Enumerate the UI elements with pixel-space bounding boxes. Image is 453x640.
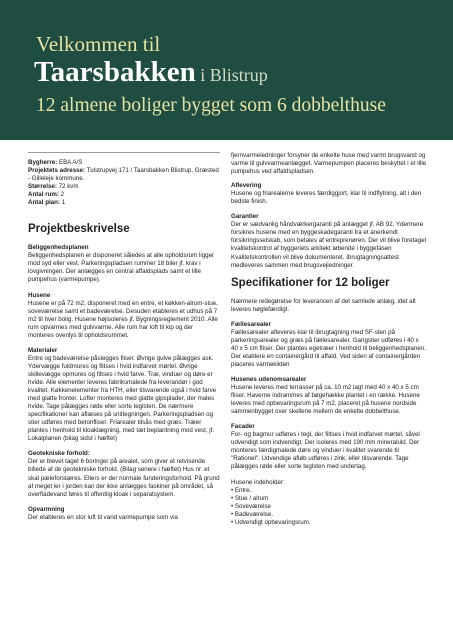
divider <box>28 152 220 153</box>
section-subheading: Beliggenhedsplanen <box>28 244 89 252</box>
left-column <box>28 152 220 529</box>
section-subheading: Garantier <box>231 213 259 221</box>
project-title <box>34 58 268 87</box>
section-heading: Projektbeskrivelse <box>28 223 130 236</box>
section-text: Husene er på 72 m2, disponeret med en entre, et køkken-alrum-stue, soveværelse samt et badeværelse. Desuden etableres et udhus på 7 m2 til hver bolig. Husene højisoleres jf. Bygningsreglement 2010. Alle rum opvarmes med gulvvarme. Alle rum har loft til kip og der monteres ovenlys til opholdsrummet. <box>28 299 218 339</box>
fact-label: Projektets adresse: <box>28 167 86 175</box>
text-section <box>28 450 220 498</box>
fact-value: 2 <box>58 191 65 199</box>
fact-row <box>28 159 220 167</box>
section-text: Der er sædvanlig håndværkergaranti på anlægget jf. AB 92. Ydermere forsikres husene med en byggeskadegaranti fra et anerkendt forsikringsselskab, som betales af entreprenøren. Der vil blive foretaget kvalitetskontrol af byggeriets arkitekt løbende i byggefasen Kvalitetskontrollen vil blive dokumenteret. Ibrugtagningsattest medleveres sammen med brugsvejledninger. <box>231 221 427 269</box>
section-subheading: Opvarmning <box>28 505 65 513</box>
fact-row <box>28 191 220 199</box>
list-item: • Udvendigt opbevaringsrum. <box>231 518 311 526</box>
section-text: Der er blevet taget 6 boringer på arealet, som giver et retvisende billede af de geotekniske forhold. (Bilag senere i hæftet) Hus nr. et skal pæleforstæres. Ellers er der normale funderingsforhold. På grund af meget ler i jorden kan der ikke anlægges faskiner på området, så overfladevand føres til offentlig kloak i separatsystem. <box>28 458 220 498</box>
fact-value: EBA A/S <box>57 159 83 166</box>
fact-value: 72 kvm <box>56 183 79 191</box>
section-subheading: Materialer <box>28 346 58 354</box>
section-subheading: Husenes udenomsarealer <box>231 375 307 383</box>
section-subheading: Fællesarealer <box>231 320 271 328</box>
text-section <box>231 376 427 416</box>
fact-value: 1 <box>59 199 66 207</box>
list-item: • Badeværelse. <box>231 510 274 518</box>
fact-row <box>28 167 220 183</box>
spec-intro: Nærmere redegørelse for leverancen af det samlede anlæg, idet alt leveres nøglefærdigt. <box>231 297 416 313</box>
text-section <box>28 244 220 284</box>
list-item: • Soveværelse <box>231 502 271 510</box>
section-text: Entre og badeværelse påslegges fliser. Øvrige gulve pålægges ask. Ydervægge fuldmures og filtses i hvid indfarvet mørtel. Øvrige skillevægge opmures og filtses i hvid farve. Træ, vinduer og døre er hvide. Alle elementer leveres fabriksmalede fra leverandør i god kvalitet. Køkkenelementer fra HTH, eller tilsvarende også i hvid farve med glatte fronter. Lofter monteres med glatte gipsplader, der males hvide. Tage pålægges røde eller sorte teglsten. De nærmere specifikationer kan aflæses på snittegningen. Parkeringspladsen og stier udføres med betonfliser. Friarealer tilsås med græs. Træer plantes i henhold til kloaklægning, med tæt beplantning mod vest, jf. Lokalplanen (bilag sidst i hæftet) <box>28 354 217 443</box>
list-item: • Stue / alrum <box>231 494 269 502</box>
right-column <box>231 152 427 527</box>
fact-row <box>28 199 220 207</box>
section-text: Husene leveres med terrasser på ca. 10 m2 lagt med 40 x 40 x 5 cm fliser. Haverne indrammes af bøgehække plantet i en række. Husene leveres med opbevaringsrum på 7 m2, placeret på husene nordside sammenbygget over skellene mellem de enkelte dobbelthuse. <box>231 384 420 416</box>
project-name: Taarsbakken <box>34 56 196 88</box>
text-section <box>231 321 427 369</box>
fact-value: Tulstrupvej 171 / Taarsbakken Blistrup, Græsted - Gilleleje kommune. <box>28 167 219 183</box>
fact-label: Antal plan: <box>28 199 60 207</box>
text-section <box>28 292 220 340</box>
fact-label: Bygherre: <box>28 159 58 166</box>
text-section <box>28 506 220 522</box>
text-section <box>231 182 427 206</box>
welcome-text: Velkommen til <box>36 32 161 56</box>
section-subheading: Aflevering <box>231 182 262 190</box>
section-subheading: Husene <box>28 291 51 299</box>
list-item: • Entre. <box>231 486 252 494</box>
title-banner <box>0 0 453 140</box>
rooms-list <box>231 487 427 527</box>
fact-label: Antal rum: <box>28 191 59 199</box>
text-section <box>28 347 220 444</box>
section-subheading: Geotekniske forhold: <box>28 450 90 458</box>
section-text: Der etableres en stor luft til vand varmepumpe som via <box>28 513 178 521</box>
section-text: Beliggenhedsplanen er disponeret således at alle opholdsrum ligger mod syd eller vest. Parkeringspladsen rummer 18 biler jf. krav i lovgivningen. Der anlægges en central affaldsplads samt et lille pumpehus (varmepumpe). <box>28 252 215 284</box>
text-section <box>231 213 427 269</box>
continued-text: fjernvarmeledninger forsyner de enkelte huse med varmt brugsvand og varme til gulvvarmeanlægget. Varmepumpen placeres beskyttet i et lille pumpehus ved affaldspladsen. <box>231 152 427 176</box>
section-text: For- og bagmur udføres i tegl, der filtses i hvid indfarvet mørtel, såvel udvendigt som indvendigt. Der isoleres med 190 mm mineraluld. Der monteres færdigmalede døre og vinduer i kvalitet svarende til "Rationel". Udvendige afløb udføres i zink, eller tilsvarende. Tage pålægges røde eller sorte teglsten med undertag. <box>231 431 420 471</box>
fact-label: Størrelse: <box>28 183 57 191</box>
section-text: Fællesarealer afleveres klar til ibrugtagning med SF-sten på parkeringsarealer og græs på fællesarealer. Gangstier udføres i 40 x 40 x 5 cm fliser. Der plantes egetræer i henhold til beliggenhedsplanen. Der etablere en containergård til affald. Ved siden af containergården placeres varmekilden <box>231 328 427 368</box>
project-subtitle: 12 almene boliger bygget som 6 dobbelthuse <box>36 95 386 116</box>
section-subheading: Facader <box>231 423 255 431</box>
section-text: Husene og friarealerne leveres færdiggjort, klar til indflytning, alt i den bedste finish. <box>231 190 422 206</box>
section-heading: Specifikationer for 12 boliger <box>231 276 390 289</box>
text-section <box>231 423 427 471</box>
project-place: i Blistrup <box>195 65 268 85</box>
project-facts <box>28 159 220 207</box>
rooms-intro: Husene indeholder: <box>231 478 285 486</box>
fact-row <box>28 183 220 191</box>
